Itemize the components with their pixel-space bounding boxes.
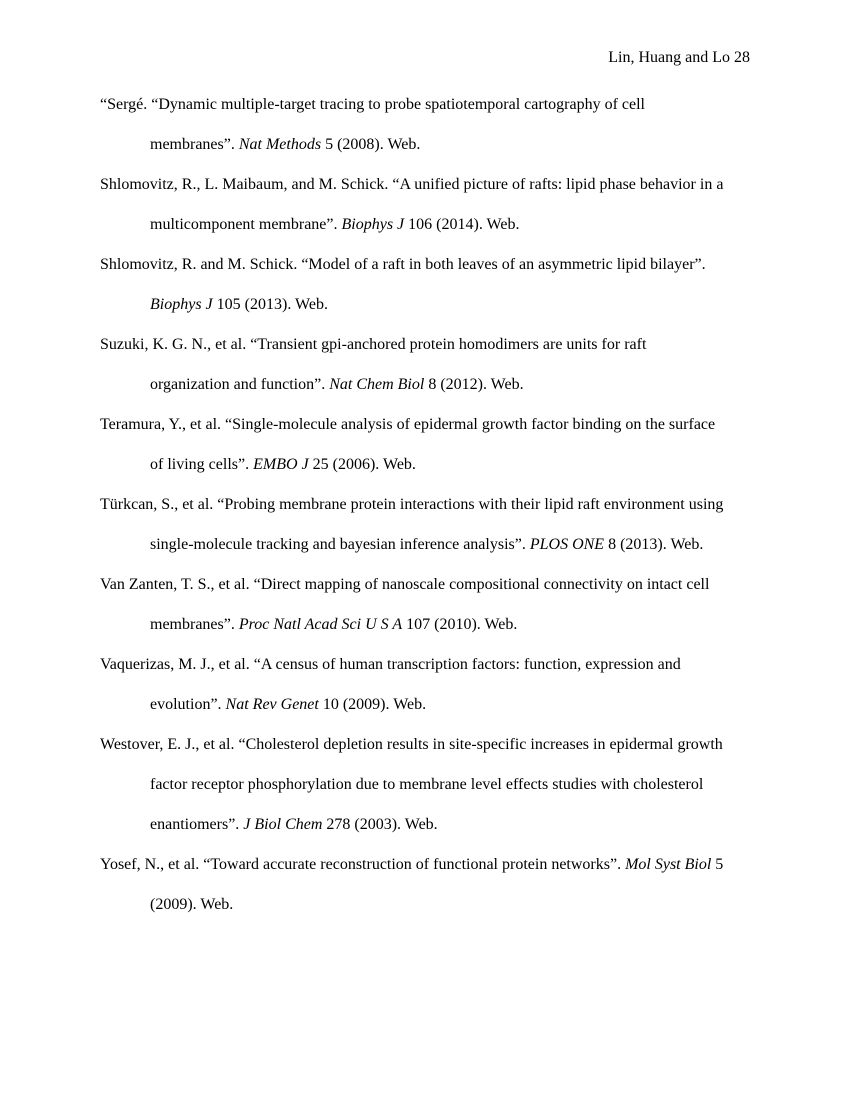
journal-title: PLOS ONE <box>529 536 605 553</box>
reference-list <box>100 95 752 935</box>
reference-continuation-line <box>100 615 752 655</box>
reference-entry <box>100 95 752 175</box>
reference-text: 8 (2012). Web. <box>424 376 524 393</box>
reference-entry <box>100 575 752 655</box>
reference-continuation-line <box>100 815 752 855</box>
reference-text: factor receptor phosphorylation due to membrane level effects studies with cholesterol <box>150 776 704 793</box>
reference-text: 107 (2010). Web. <box>402 616 518 633</box>
reference-text: Yosef, N., et al. “Toward accurate reconstruction of functional protein networks”. <box>100 856 626 873</box>
journal-title: J Biol Chem <box>243 816 323 833</box>
reference-text: organization and function”. <box>150 376 330 393</box>
reference-text: membranes”. <box>150 616 239 633</box>
reference-text: 5 <box>711 856 724 873</box>
reference-text: single-molecule tracking and bayesian inference analysis”. <box>150 536 530 553</box>
reference-line <box>100 735 752 775</box>
reference-continuation-line <box>100 455 752 495</box>
journal-title: Proc Natl Acad Sci U S A <box>238 616 403 633</box>
reference-continuation-line <box>100 895 752 935</box>
reference-entry <box>100 175 752 255</box>
reference-entry <box>100 655 752 735</box>
reference-text: 8 (2013). Web. <box>604 536 704 553</box>
reference-continuation-line <box>100 535 752 575</box>
reference-entry <box>100 495 752 575</box>
journal-title: EMBO J <box>253 456 309 473</box>
journal-title: Nat Methods <box>238 136 322 153</box>
reference-continuation-line <box>100 295 752 335</box>
reference-entry <box>100 415 752 495</box>
reference-text: 278 (2003). Web. <box>322 816 438 833</box>
reference-text: Shlomovitz, R. and M. Schick. “Model of a raft in both leaves of an asymmetric lipid bilayer”. <box>100 256 706 273</box>
reference-text: of living cells”. <box>150 456 254 473</box>
journal-title: Mol Syst Biol <box>625 856 712 873</box>
reference-text: membranes”. <box>150 136 239 153</box>
reference-line <box>100 175 752 215</box>
reference-text: “Sergé. “Dynamic multiple-target tracing to probe spatiotemporal cartography of cell <box>100 96 645 113</box>
reference-continuation-line <box>100 135 752 175</box>
reference-entry <box>100 735 752 855</box>
reference-text: 106 (2014). Web. <box>404 216 520 233</box>
reference-line <box>100 335 752 375</box>
reference-entry <box>100 855 752 935</box>
reference-line <box>100 855 752 895</box>
reference-continuation-line <box>100 215 752 255</box>
reference-continuation-line <box>100 695 752 735</box>
reference-text: 25 (2006). Web. <box>308 456 416 473</box>
reference-line <box>100 255 752 295</box>
reference-text: (2009). Web. <box>150 896 234 913</box>
reference-entry <box>100 335 752 415</box>
reference-text: 5 (2008). Web. <box>321 136 421 153</box>
reference-continuation-line <box>100 375 752 415</box>
reference-text: Vaquerizas, M. J., et al. “A census of human transcription factors: function, expression and <box>100 656 681 673</box>
reference-text: 105 (2013). Web. <box>212 296 328 313</box>
journal-title: Nat Chem Biol <box>329 376 425 393</box>
journal-title: Biophys J <box>150 296 213 313</box>
reference-text: multicomponent membrane”. <box>150 216 342 233</box>
reference-line <box>100 655 752 695</box>
reference-line <box>100 575 752 615</box>
running-head: Lin, Huang and Lo 28 <box>608 49 750 66</box>
reference-text: Westover, E. J., et al. “Cholesterol depletion results in site-specific increases in epidermal growth <box>100 736 723 753</box>
journal-title: Biophys J <box>341 216 405 233</box>
reference-text: Van Zanten, T. S., et al. “Direct mapping of nanoscale compositional connectivity on intact cell <box>100 576 710 593</box>
reference-text: Teramura, Y., et al. “Single-molecule analysis of epidermal growth factor binding on the surface <box>100 416 716 433</box>
reference-text: enantiomers”. <box>150 816 244 833</box>
reference-line <box>100 495 752 535</box>
reference-text: Shlomovitz, R., L. Maibaum, and M. Schick. “A unified picture of rafts: lipid phase behavior in a <box>100 176 724 193</box>
reference-continuation-line <box>100 775 752 815</box>
journal-title: Nat Rev Genet <box>225 696 319 713</box>
reference-line <box>100 95 752 135</box>
reference-text: Türkcan, S., et al. “Probing membrane protein interactions with their lipid raft environment using <box>100 496 724 513</box>
reference-text: 10 (2009). Web. <box>318 696 427 713</box>
reference-text: evolution”. <box>150 696 226 713</box>
reference-text: Suzuki, K. G. N., et al. “Transient gpi-anchored protein homodimers are units for raft <box>100 336 647 353</box>
reference-entry <box>100 255 752 335</box>
reference-line <box>100 415 752 455</box>
